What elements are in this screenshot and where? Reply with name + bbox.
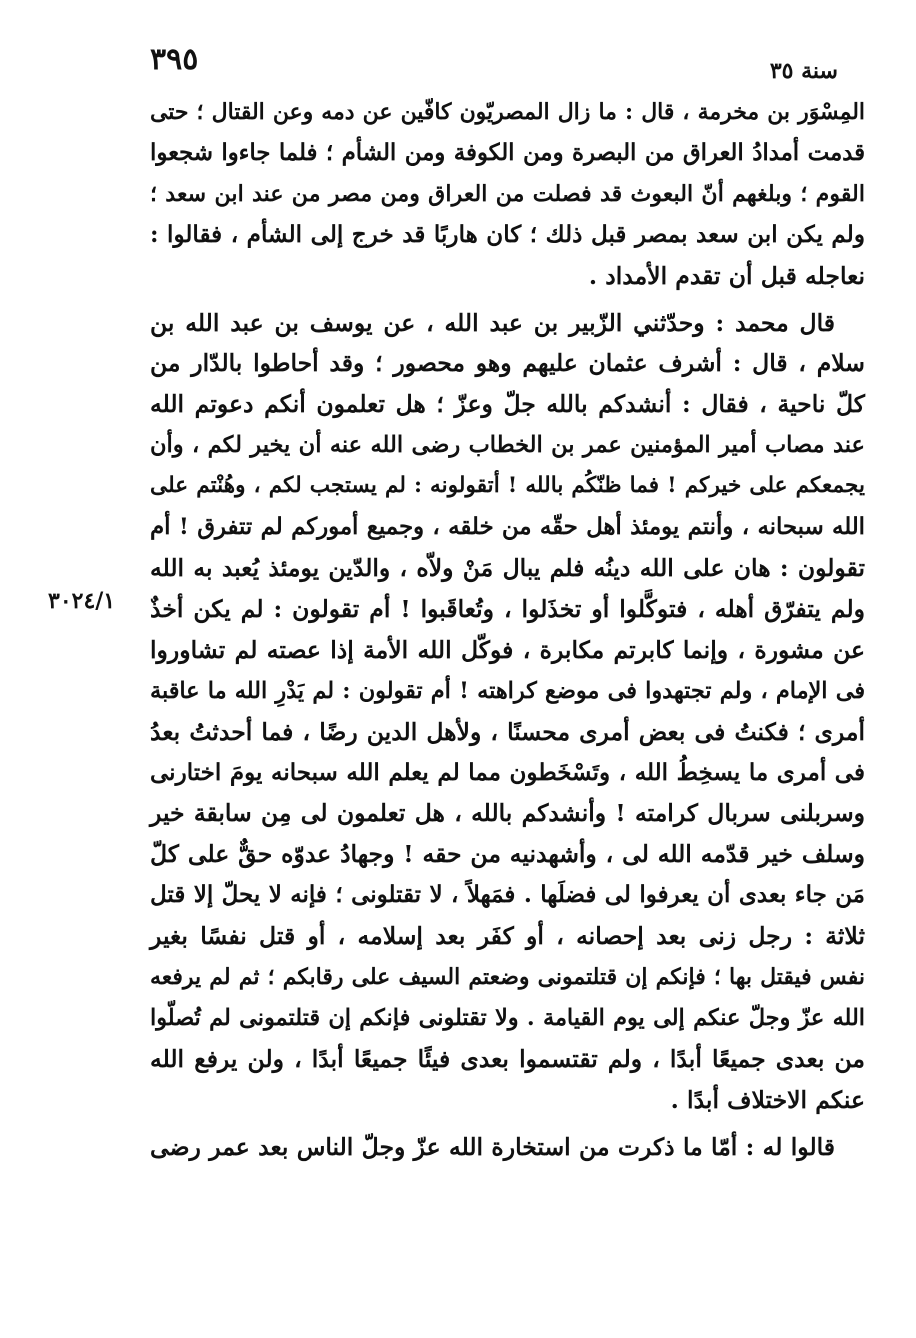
running-header-year: سنة ٣٥ bbox=[769, 58, 838, 84]
text-line: فى الإمام ، ولم تجتهدوا فى موضع كراهته ! أم تقولون : لم يَدْرِ الله ما عاقبة bbox=[150, 677, 865, 704]
text-line: يجمعكم على خيركم ! فما ظنّكُم بالله ! أتقولونه : لم يستجب لكم ، وهُنْتم على bbox=[150, 473, 865, 499]
text-line: وسلف خير قدّمه الله لى ، وأشهدنيه من حقه ! وجهادُ عدوّه حقٌّ على كلّ bbox=[150, 840, 865, 869]
margin-reference: ٣٠٢٤/١ bbox=[48, 588, 116, 614]
text-line: القوم ؛ وبلغهم أنّ البعوث قد فصلت من العراق ومن مصر من عند ابن سعد ؛ bbox=[150, 180, 865, 207]
text-line: ثلاثة : رجل زنى بعد إحصانه ، أو كفَر بعد إسلامه ، أو قتل نفسًا بغير bbox=[150, 922, 865, 951]
text-line: ولم يكن ابن سعد بمصر قبل ذلك ؛ كان هاربًا قد خرج إلى الشأم ، فقالوا : bbox=[150, 220, 865, 248]
text-line: ولم يتفرّق أهله ، فتوكَّلوا أو تخذَلوا ، وتُعاقَبوا ! أم تقولون : لم يكن أخذٌ bbox=[150, 594, 865, 623]
text-line: فى أمرى ما يسخِطُ الله ، وتَسْخَطون مما لم يعلم الله سبحانه يومَ اختارنى bbox=[150, 758, 865, 786]
paragraph-3 bbox=[150, 1127, 865, 1168]
text-line: وسربلنى سربال كرامته ! وأنشدكم بالله ، هل تعلمون لى مِن سابقة خير bbox=[150, 799, 865, 828]
text-line: مَن جاء بعدى أن يعرفوا لى فضلَها . فمَهلاً ، لا تقتلونى ؛ فإنه لا يحلّ إلا قتل bbox=[150, 881, 865, 909]
text-line: عنكم الاختلاف أبدًا . bbox=[670, 1085, 865, 1114]
text-line: المِسْوَر بن مخرمة ، قال : ما زال المصريّون كافّين عن دمه وعن القتال ؛ حتى bbox=[150, 99, 865, 125]
text-line: قال محمد : وحدّثني الزّبير بن عبد الله ، عن يوسف بن عبد الله بن bbox=[150, 308, 835, 337]
text-line: عن مشورة ، وإنما كابرتم مكابرة ، فوكّل الله الأمة إذا عصته لم تشاوروا bbox=[150, 635, 865, 664]
paragraph-2 bbox=[150, 303, 865, 1121]
paragraph-1 bbox=[150, 92, 865, 297]
text-line: كلّ ناحية ، فقال : أنشدكم بالله جلّ وعزّ ؛ هل تعلمون أنكم دعوتم الله bbox=[150, 390, 865, 419]
text-line: الله عزّ وجلّ عنكم إلى يوم القيامة . ولا تقتلونى فإنكم إن قتلتمونى لم تُصلّوا bbox=[150, 1004, 865, 1031]
text-line: الله سبحانه ، وأنتم يومئذ أهل حقّه من خلقه ، وجميع أموركم لم تتفرق ! أم bbox=[150, 514, 865, 541]
text-line: قدمت أمدادُ العراق من البصرة ومن الكوفة ومن الشأم ؛ فلما جاءوا شجعوا bbox=[150, 139, 865, 166]
body-text bbox=[150, 92, 865, 1168]
text-line: نفس فيقتل بها ؛ فإنكم إن قتلتمونى وضعتم السيف على رقابكم ؛ ثم لم يرفعه bbox=[150, 964, 865, 991]
text-line: من بعدى جميعًا أبدًا ، ولم تقتسموا بعدى فيئًا جميعًا أبدًا ، ولن يرفع الله bbox=[150, 1044, 865, 1073]
text-line: سلام ، قال : أشرف عثمان عليهم وهو محصور ؛ وقد أحاطوا بالدّار من bbox=[150, 349, 865, 378]
text-line: عند مصاب أمير المؤمنين عمر بن الخطاب رضى الله عنه أن يخير لكم ، وأن bbox=[150, 432, 865, 459]
page-number: ٣٩٥ bbox=[150, 42, 199, 77]
text-line: نعاجله قبل أن تقدم الأمداد . bbox=[588, 261, 865, 290]
text-line: تقولون : هان على الله دينُه فلم يبال مَنْ ولاّه ، والدّين يومئذ يُعبد به الله bbox=[150, 553, 865, 582]
text-line: أمرى ؛ فكنتُ فى بعض أمرى محسنًا ، ولأهل الدين رضًا ، فما أحدثتُ بعدُ bbox=[150, 717, 865, 746]
text-line: قالوا له : أمّا ما ذكرت من استخارة الله عزّ وجلّ الناس بعد عمر رضى bbox=[150, 1132, 835, 1161]
